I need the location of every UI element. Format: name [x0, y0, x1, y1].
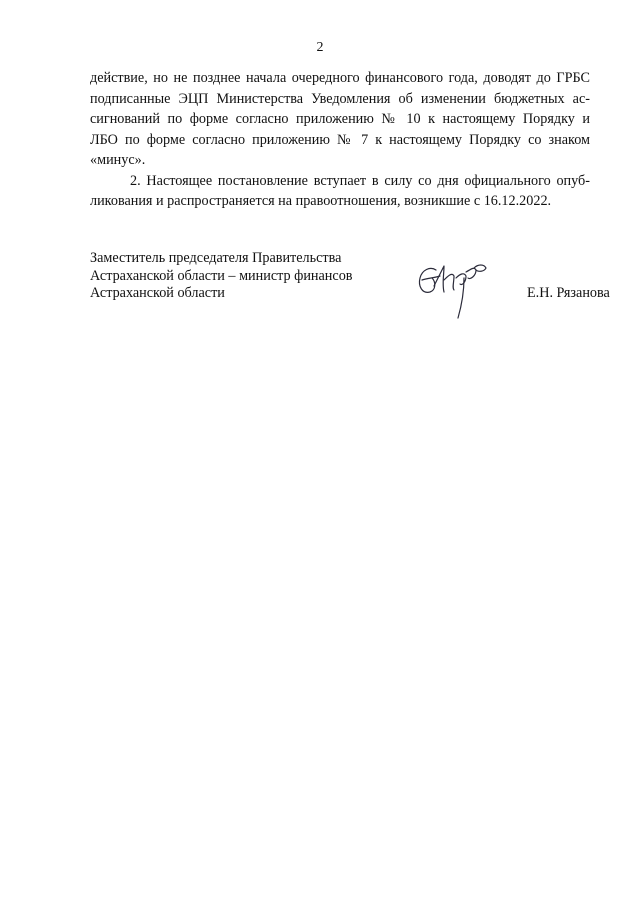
- body-line: ликования и распространяется на правоотношения, возникшие с 16.12.2022.: [90, 193, 552, 209]
- body-line: сигнований по форме согласно приложению № 10 к настоящему Порядку и: [90, 111, 590, 127]
- body-line: ЛБО по форме согласно приложению № 7 к настоящему Порядку со знаком: [90, 131, 590, 148]
- position-line: Астраханской области: [90, 285, 225, 301]
- body-line: подписанные ЭЦП Министерства Уведомления об изменении бюджетных ас-: [90, 90, 590, 107]
- handwritten-signature: [414, 256, 494, 322]
- signatory-position: [90, 250, 353, 303]
- position-line: Астраханской области – министр финансов: [90, 267, 353, 284]
- page-number: 2: [316, 40, 324, 55]
- body-line: «минус».: [90, 152, 146, 168]
- body-line: действие, но не позднее начала очередного финансового года, доводят до ГРБС: [90, 70, 590, 86]
- body-paragraph-start: 2. Настоящее постановление вступает в силу со дня официального опуб-: [130, 172, 590, 189]
- document-body: [90, 68, 590, 212]
- position-line: Заместитель председателя Правительства: [90, 250, 342, 266]
- signatory-name: Е.Н. Рязанова: [527, 285, 610, 301]
